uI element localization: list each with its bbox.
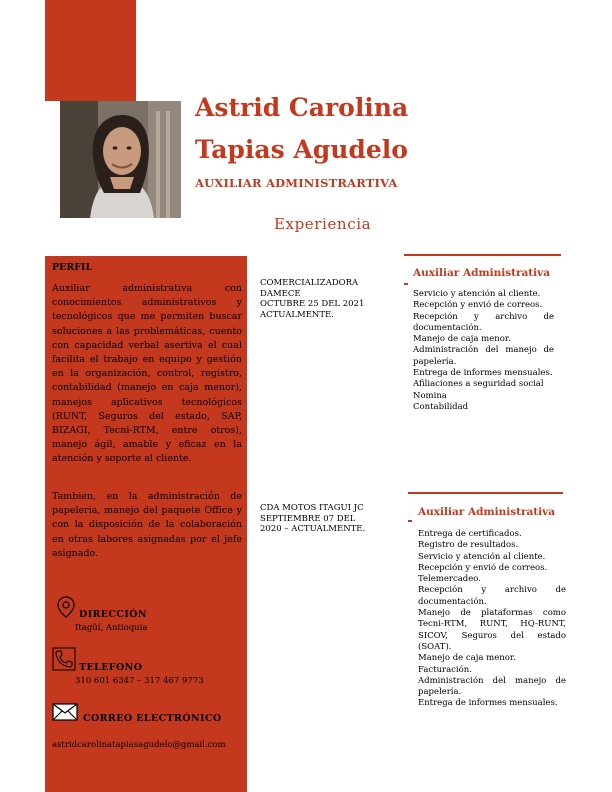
company-2-line: CDA MOTOS ITAGUI JC xyxy=(260,503,364,513)
role-1-duties xyxy=(413,289,554,413)
role-1-top-rule xyxy=(404,254,561,256)
address-value: Itagüí, Antioquia xyxy=(75,623,148,633)
role-2-top-rule xyxy=(408,492,563,494)
role-2-duties xyxy=(418,529,566,710)
company-2-line: 2020 – ACTUALMENTE. xyxy=(260,524,366,535)
company-1 xyxy=(260,278,382,320)
profile-photo-illustration xyxy=(60,101,181,218)
duty-item: Entrega de informes mensuales. xyxy=(418,698,558,709)
phone-label: TELEFONO xyxy=(79,662,143,673)
duty-item: Manejo de plataformas como Tecni-RTM, RUNT, HQ-RUNT, SICOV, Seguros del estado (SOAT). xyxy=(418,608,566,652)
address-label: DIRECCIÓN xyxy=(79,609,147,620)
duty-item: Recepción y archivo de documentación. xyxy=(413,311,554,333)
job-title: AUXILIAR ADMINISTRARTIVA xyxy=(195,176,398,190)
email-label: CORREO ELECTRÓNICO xyxy=(83,713,222,724)
header-accent-bar xyxy=(45,0,136,101)
duty-item: Administración del manejo de papelería. xyxy=(413,345,554,367)
profile-photo xyxy=(60,101,181,218)
profile-paragraph-1: Auxiliar administrativa con conocimientos administrativos y tecnológicos que me permiten buscar soluciones a las problemáticas, cuento con capacidad verbal asertiva el cual facilita el trabajo en equipo y gestión en la organización, control, registro, contabilidad (manejo en caja menor), manejos aplicativos tecnológicos (RUNT, Seguros del estado, SAP, BIZAGI, Tecni-RTM, entre otros), manejo ágil, amable y eficaz en la atención y soporte al cliente. xyxy=(52,283,242,465)
duty-item: Administración del manejo de papelería. xyxy=(418,675,566,698)
duty-item: Recepción y archivo de documentación. xyxy=(418,585,566,607)
name-line-2: Tapias Agudelo xyxy=(195,135,408,164)
duty-item: Servicio y atención al cliente. xyxy=(418,551,546,562)
profile-paragraph-2: Tambien, en la administración de papeleria, manejo del paquete Office y con la disposición de la colaboración en otras labores asignadas por el jefe asignado. xyxy=(52,491,242,559)
experience-heading: Experiencia xyxy=(274,215,372,233)
duty-item: Telemercadeo. xyxy=(418,574,481,585)
company-1-line: COMERCIALIZADORA xyxy=(260,278,359,288)
duty-item: Servicio y atención al cliente. xyxy=(413,289,541,299)
phone-icon xyxy=(52,647,74,669)
email-value[interactable]: astridcarolinatapiasagudelo@gmail.com xyxy=(52,740,226,750)
duty-item: Registro de resultados. xyxy=(418,540,519,551)
duty-item: Recepción y envió de correos. xyxy=(418,562,548,573)
duty-item: Facturación. xyxy=(418,664,472,675)
company-2 xyxy=(260,503,382,535)
duty-item: Entrega de informes mensuales. xyxy=(413,368,553,379)
company-2-line: SEPTIEMBRE 07 DEL xyxy=(260,513,356,524)
role-2-title: Auxiliar Administrativa xyxy=(418,506,556,518)
company-1-line: DAMECE xyxy=(260,288,301,299)
role-1-left-mark xyxy=(404,283,408,285)
duty-item: Manejo de caja menor. xyxy=(418,653,516,664)
company-1-line: ACTUALMENTE. xyxy=(260,309,334,320)
duty-item: Recepción y envió de correos. xyxy=(413,300,543,311)
duty-item: Nomina xyxy=(413,390,447,401)
company-1-line: OCTUBRE 25 DEL 2021 xyxy=(260,299,365,310)
duty-item: Contabilidad xyxy=(413,401,469,412)
role-2-left-mark xyxy=(408,520,412,522)
duty-item: Afiliaciones a seguridad social xyxy=(413,379,544,390)
name-line-1: Astrid Carolina xyxy=(195,93,409,122)
role-1-title: Auxiliar Administrativa xyxy=(413,267,551,279)
location-pin-icon xyxy=(55,595,77,617)
duty-item: Entrega de certificados. xyxy=(418,529,522,539)
duty-item: Manejo de caja menor. xyxy=(413,334,511,345)
phone-value: 310 601 6347 – 317 467 9773 xyxy=(75,676,204,686)
profile-heading: PERFIL xyxy=(52,262,93,273)
envelope-icon xyxy=(52,703,78,721)
